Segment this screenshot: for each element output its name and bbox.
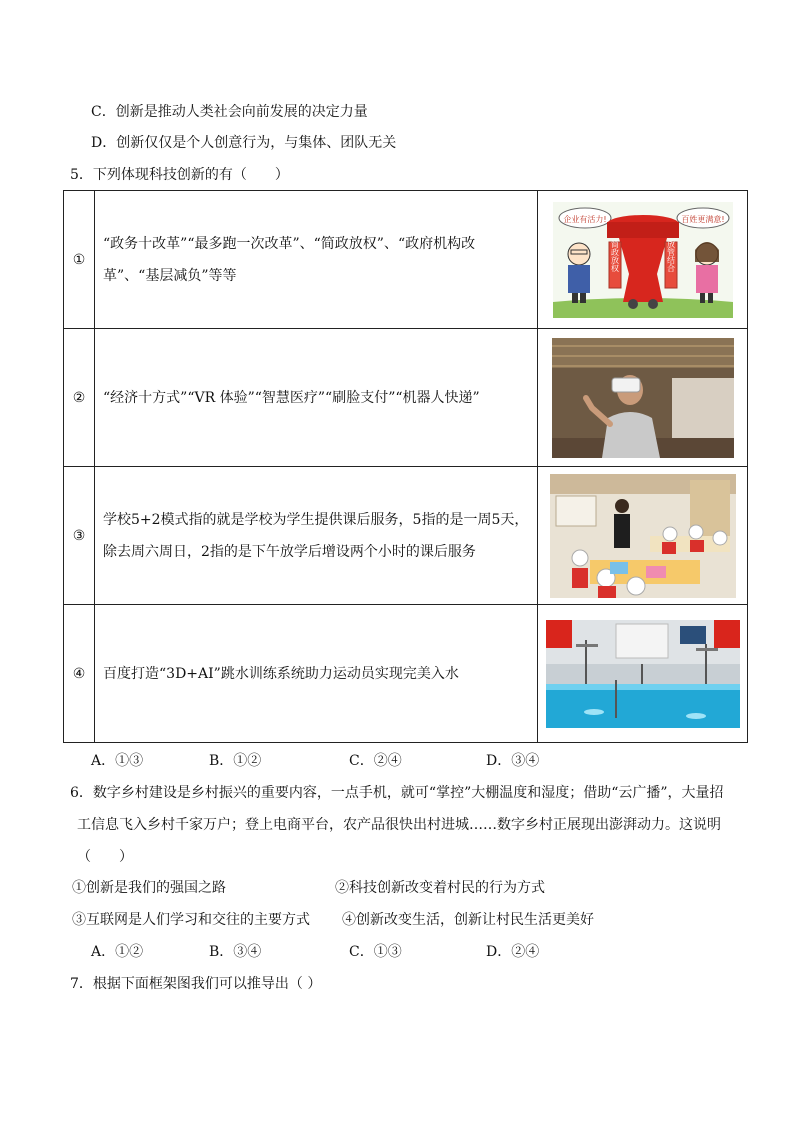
banner-right-text: 放管结合	[666, 239, 675, 272]
row-number: ③	[64, 467, 95, 605]
q6-option-d: D．②④	[486, 944, 540, 960]
table-row	[64, 605, 748, 743]
q6-stem-line-2: 工信息飞入乡村千家万户；登上电商平台，农产品很快出村进城……数字乡村正展现出澎湃动力。这说明	[77, 817, 721, 833]
row-number: ②	[64, 329, 95, 467]
q7-stem: 7．根据下面框架图我们可以推导出（ ）	[70, 976, 322, 992]
table-row	[64, 191, 748, 329]
q5-option-c: C．②④	[349, 753, 402, 769]
q5-option-b: B．①②	[209, 753, 262, 769]
q5-table	[63, 190, 748, 743]
vr-photo-icon	[552, 338, 734, 458]
q6-option-a: A．①②	[91, 944, 144, 960]
row-text: “政务十改革”“最多跑一次改革”、“简政放权”、“政府机构改革”、“基层减负”等等	[95, 191, 538, 329]
row-text: “经济十方式”“VR 体验”“智慧医疗”“刷脸支付”“机器人快递”	[95, 329, 538, 467]
table-row	[64, 467, 748, 605]
row-text: 学校5+2模式指的就是学校为学生提供课后服务，5指的是一周5天，除去周六周日，2指的是下午放学后增设两个小时的课后服务	[95, 467, 538, 605]
q6-statement-1: ①创新是我们的强国之路	[72, 880, 226, 896]
row-image	[538, 329, 748, 467]
classroom-photo-icon	[550, 474, 736, 598]
q5-stem: 5．下列体现科技创新的有（ ）	[70, 167, 289, 183]
bubble-left-text: 企业有活力!	[562, 214, 607, 224]
row-image	[538, 467, 748, 605]
q5-option-d: D．③④	[486, 753, 540, 769]
banner-left-text: 简政放权	[610, 239, 619, 272]
cartoon-illustration-icon	[553, 202, 733, 318]
diving-pool-photo-icon	[546, 620, 740, 728]
q6-statement-4: ④创新改变生活，创新让村民生活更美好	[342, 912, 594, 928]
row-number: ④	[64, 605, 95, 743]
q5-option-a: A．①③	[91, 753, 144, 769]
row-number: ①	[64, 191, 95, 329]
table-row	[64, 329, 748, 467]
q6-stem-line-3: （ ）	[77, 849, 133, 865]
q6-statement-2: ②科技创新改变着村民的行为方式	[335, 880, 545, 896]
q4-option-c: C．创新是推动人类社会向前发展的决定力量	[91, 104, 368, 120]
bubble-right-text: 百姓更满意!	[680, 214, 725, 224]
q6-stem-line-1: 6．数字乡村建设是乡村振兴的重要内容，一点手机，就可“掌控”大棚温度和湿度；借助“云广播”，大量招	[70, 785, 724, 801]
q6-option-c: C．①③	[349, 944, 402, 960]
q6-option-b: B．③④	[209, 944, 262, 960]
q6-statement-3: ③互联网是人们学习和交往的主要方式	[72, 912, 310, 928]
row-image	[538, 605, 748, 743]
row-text: 百度打造“3D+AI”跳水训练系统助力运动员实现完美入水	[95, 605, 538, 743]
q4-option-d: D．创新仅仅是个人创意行为，与集体、团队无关	[91, 135, 397, 151]
row-image	[538, 191, 748, 329]
